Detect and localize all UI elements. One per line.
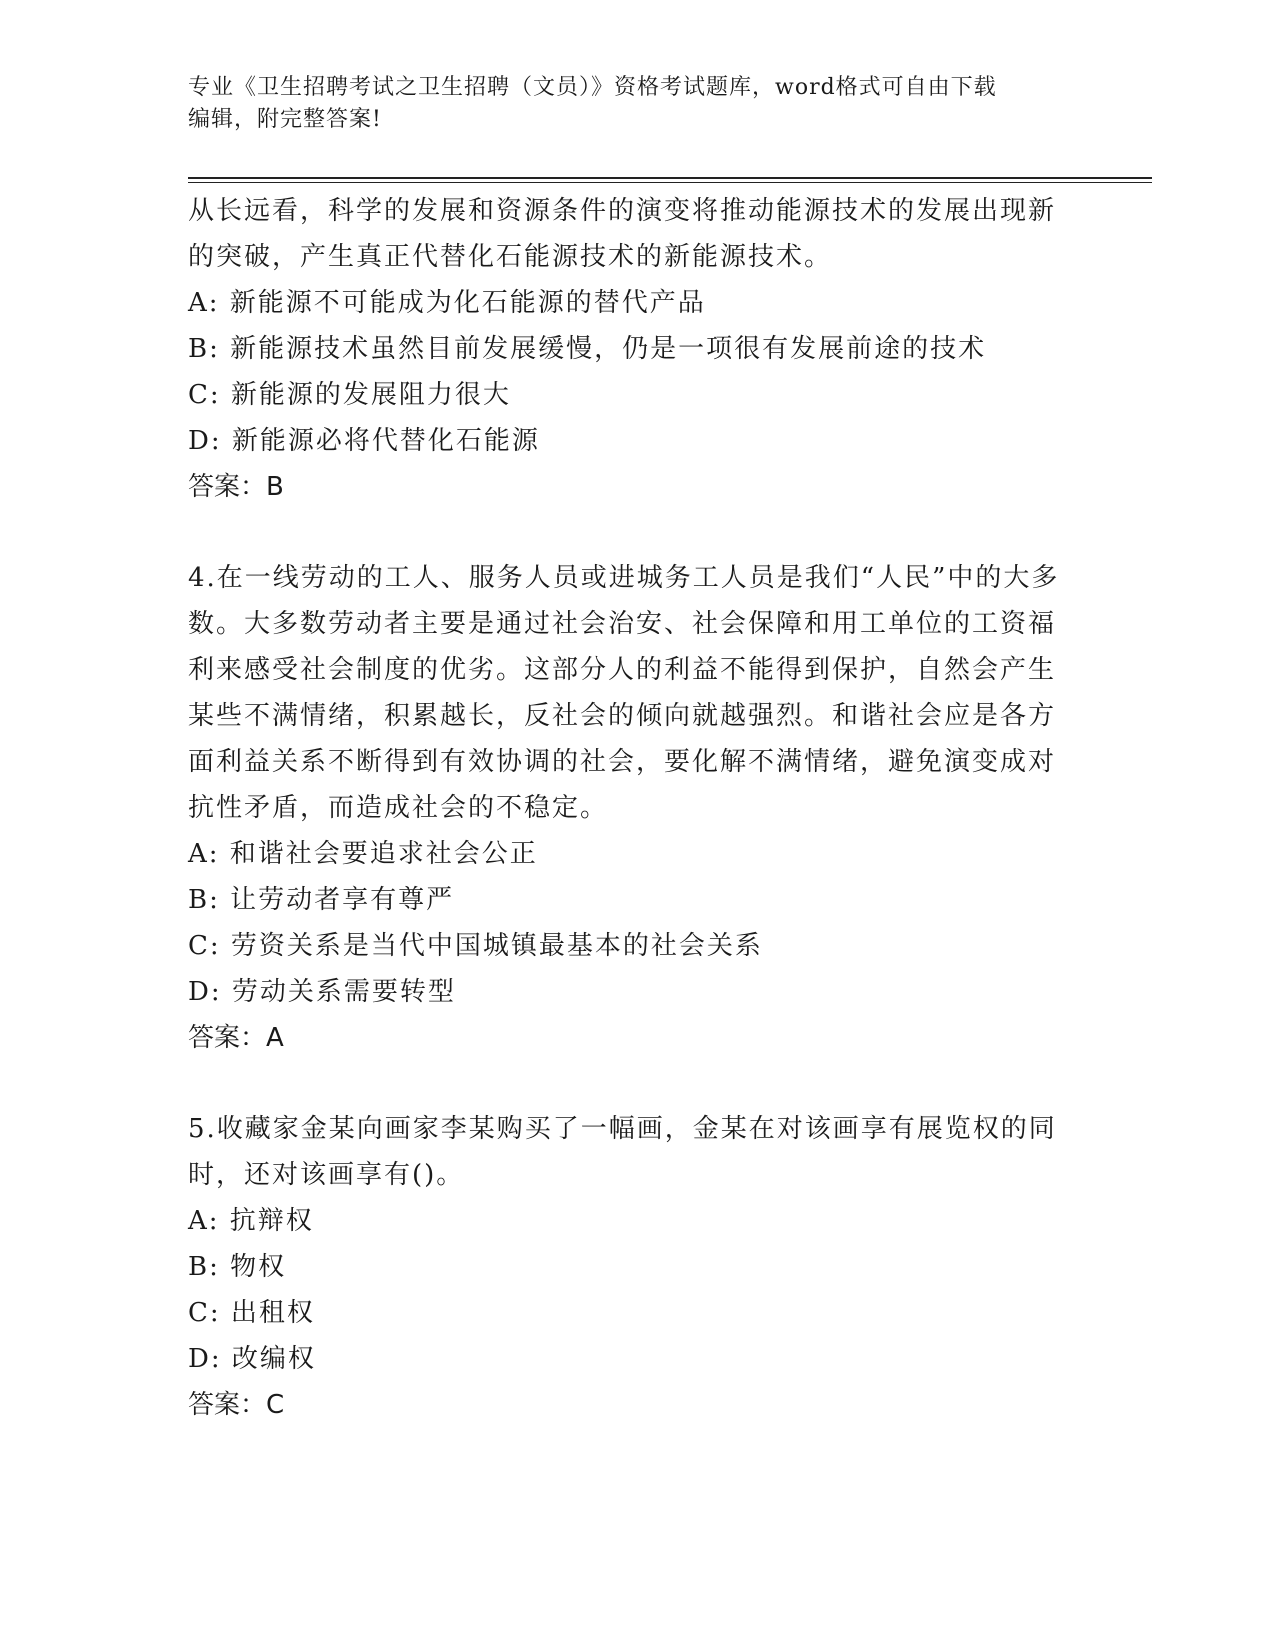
option-c: C: 出租权: [188, 1298, 315, 1328]
question-text: 4.在一线劳动的工人、服务人员或进城务工人员是我们“人民”中的大多数。大多数劳动者主要是通过社会治安、社会保障和用工单位的工资福利来感受社会制度的优劣。这部分人的利益不能得到保护，自然会产生某些不满情绪，积累越长，反社会的倾向就越强烈。和谐社会应是各方面利益关系不断得到有效协调的社会，要化解不满情绪，避免演变成对抗性矛盾，而造成社会的不稳定。: [188, 563, 1060, 823]
header-divider-thin: [188, 182, 1152, 183]
answer-label: 答案：B: [188, 472, 284, 502]
option-a: A: 抗辩权: [188, 1206, 314, 1236]
question-text: 从长远看，科学的发展和资源条件的演变将推动能源技术的发展出现新的突破，产生真正代替化石能源技术的新能源技术。: [188, 196, 1057, 272]
question-text: 5.收藏家金某向画家李某购买了一幅画，金某在对该画享有展览权的同时，还对该画享有()。: [188, 1114, 1057, 1190]
option-d: D: 改编权: [188, 1344, 316, 1374]
option-d: D: 新能源必将代替化石能源: [188, 426, 540, 456]
header-line-1: 专业《卫生招聘考试之卫生招聘（文员）》资格考试题库，word格式可自由下载: [188, 75, 997, 100]
question-block-4: [188, 555, 1068, 1061]
option-b: B: 新能源技术虽然目前发展缓慢，仍是一项很有发展前途的技术: [188, 334, 987, 364]
question-list: [188, 188, 1068, 1428]
header-divider-thick: [188, 177, 1152, 179]
option-a: A: 新能源不可能成为化石能源的替代产品: [188, 288, 706, 318]
document-header: [188, 72, 1088, 136]
question-block-continued: [188, 188, 1068, 510]
answer-label: 答案：C: [188, 1390, 285, 1420]
header-line-2: 编辑，附完整答案!: [188, 107, 382, 132]
option-a: A: 和谐社会要追求社会公正: [188, 839, 538, 869]
option-b: B: 让劳动者享有尊严: [188, 885, 455, 915]
option-d: D: 劳动关系需要转型: [188, 977, 456, 1007]
option-c: C: 劳资关系是当代中国城镇最基本的社会关系: [188, 931, 763, 961]
option-c: C: 新能源的发展阻力很大: [188, 380, 511, 410]
question-block-5: [188, 1106, 1068, 1428]
answer-label: 答案：A: [188, 1023, 284, 1053]
option-b: B: 物权: [188, 1252, 287, 1282]
